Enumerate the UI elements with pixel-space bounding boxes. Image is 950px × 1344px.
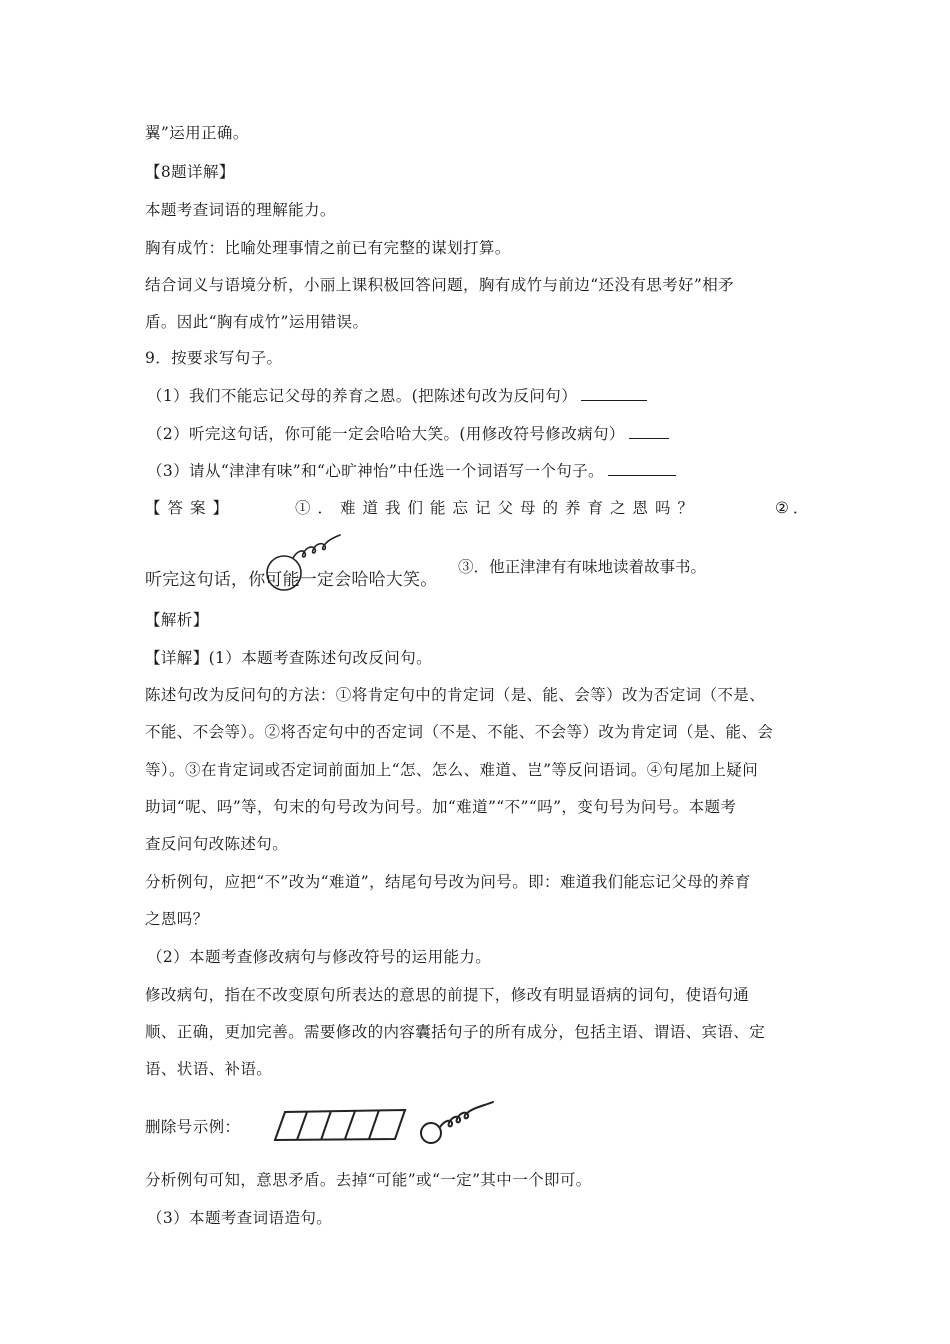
analysis-line: 语、状语、补语。 xyxy=(145,1060,273,1078)
question-9-3 xyxy=(147,461,676,481)
answer-blank xyxy=(581,386,647,401)
answer-1: ①．难道我们能忘记父母的养育之恩吗？ xyxy=(295,499,701,517)
text-line: 本题考查词语的理解能力。 xyxy=(145,201,336,219)
answer-label: 【答案】 xyxy=(145,499,236,517)
analysis-line: 分析例句可知，意思矛盾。去掉“可能”或“一定”其中一个即可。 xyxy=(145,1171,592,1189)
delete-mark-icon xyxy=(145,525,438,595)
question-9-title: 9．按要求写句子。 xyxy=(145,349,283,367)
analysis-line: 助词“呢、吗”等，句末的句号改为问号。加“难道”“不”“吗”，变句号为问号。本题考 xyxy=(145,798,737,816)
analysis-line: 修改病句，指在不改变原句所表达的意思的前提下，修改有明显语病的词句，使语句通 xyxy=(145,986,750,1004)
analysis-line: 查反问句改陈述句。 xyxy=(145,835,289,853)
text-line: 胸有成竹：比喻处理事情之前已有完整的谋划打算。 xyxy=(145,239,511,257)
analysis-line: 之恩吗？ xyxy=(145,910,209,928)
analysis-line: 等）。③在肯定词或否定词前面加上“怎、怎么、难道、岂”等反问语词。④句尾加上疑问 xyxy=(145,761,759,779)
section-heading: 【8题详解】 xyxy=(145,163,235,181)
analysis-label: 【解析】 xyxy=(145,611,209,629)
answer-blank xyxy=(629,424,669,439)
delete-symbol-icon xyxy=(265,1098,535,1153)
analysis-line: 顺、正确，更加完善。需要修改的内容囊括句子的所有成分，包括主语、谓语、宾语、定 xyxy=(145,1023,766,1041)
figure-sentence: 听完这句话，你可能一定会哈哈大笑。 xyxy=(145,570,438,590)
question-9-1 xyxy=(147,386,647,406)
delete-mark-example xyxy=(265,1098,535,1153)
analysis-line: （2）本题考查修改病句与修改符号的运用能力。 xyxy=(147,948,492,966)
text-line: 结合词义与语境分析，小丽上课积极回答问题，胸有成竹与前边“还没有思考好”相矛 xyxy=(145,276,735,294)
answer-blank xyxy=(608,461,676,476)
analysis-line: 分析例句，应把“不”改为“难道”，结尾句号改为问号。即：难道我们能忘记父母的养育 xyxy=(145,873,751,891)
analysis-line: 陈述句改为反问句的方法：①将肯定句中的肯定词（是、能、会等）改为否定词（不是、 xyxy=(145,686,766,704)
question-text: （1）我们不能忘记父母的养育之恩。(把陈述句改为反问句） xyxy=(147,387,578,405)
analysis-line: 不能、不会等）。②将否定句中的否定词（不是、不能、不会等）改为肯定词（是、能、会 xyxy=(145,723,774,741)
question-text: （2）听完这句话，你可能一定会哈哈大笑。(用修改符号修改病句） xyxy=(147,425,625,443)
analysis-line: （3）本题考查词语造句。 xyxy=(147,1209,333,1227)
answer-2-marker: ②． xyxy=(775,499,813,517)
analysis-line: 【详解】(1）本题考查陈述句改反问句。 xyxy=(145,649,433,667)
text-line: 盾。因此“胸有成竹”运用错误。 xyxy=(145,313,369,331)
answer-3: ③．他正津津有有味地读着故事书。 xyxy=(458,558,707,576)
question-text: （3）请从“津津有味”和“心旷神怡”中任选一个词语写一个句子。 xyxy=(147,462,604,480)
answer-row xyxy=(145,498,813,518)
correction-figure xyxy=(145,525,438,595)
delete-example-label: 删除号示例： xyxy=(145,1118,241,1136)
text-line: 翼”运用正确。 xyxy=(145,124,249,142)
question-9-2 xyxy=(147,424,669,444)
